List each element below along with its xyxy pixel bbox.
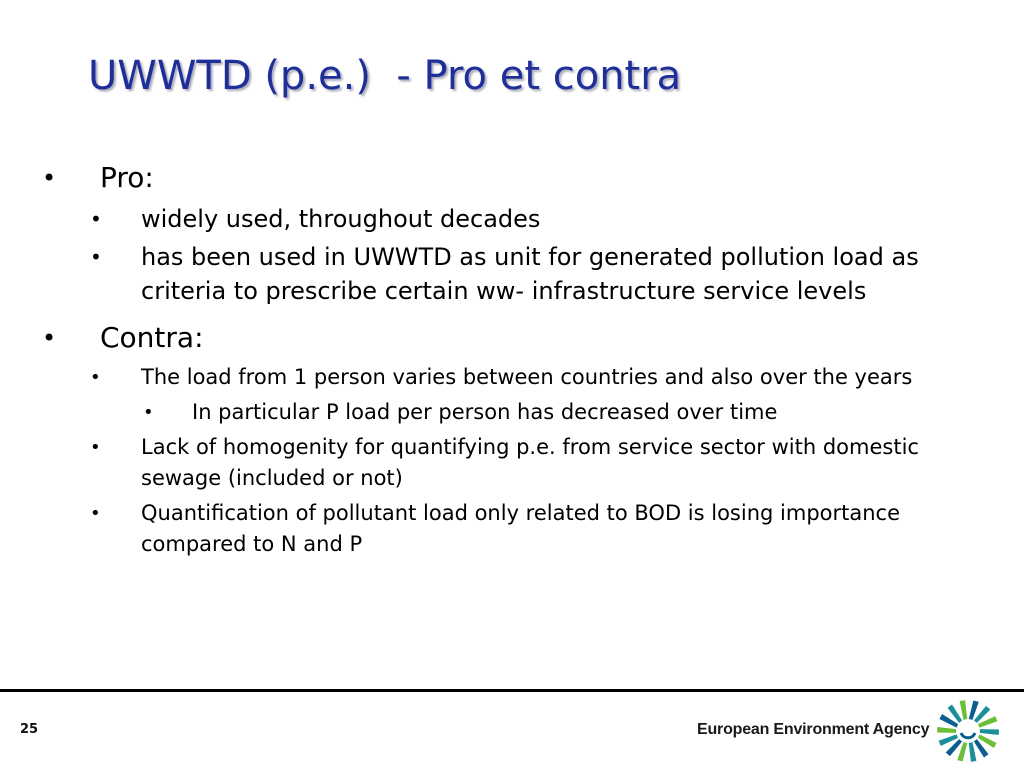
agency-name: European Environment Agency <box>697 721 930 738</box>
bullet-icon: • <box>90 437 101 458</box>
bullet-icon: • <box>90 245 102 269</box>
logo-ray <box>980 729 999 735</box>
bullet-icon: • <box>90 503 101 524</box>
slide-title: UWWTD (p.e.) - Pro et contra <box>88 53 682 99</box>
list-item-text: Quantification of pollutant load only related to BOD is losing importance compared to N and P <box>141 501 901 556</box>
logo-ray <box>960 700 968 720</box>
bullet-icon: • <box>143 402 154 423</box>
list-item <box>0 432 1024 494</box>
list-item-text: The load from 1 person varies between countries and also over the years <box>141 365 913 389</box>
list-item-text: In particular P load per person has decreased over time <box>192 400 778 424</box>
list-item <box>0 158 1024 198</box>
list-item <box>0 240 1024 308</box>
bullet-icon: • <box>42 324 57 352</box>
logo-ray <box>937 727 956 733</box>
bullet-icon: • <box>42 164 57 192</box>
list-item-text: has been used in UWWTD as unit for generated pollution load as criteria to prescribe certain ww- infrastructure service levels <box>141 243 919 305</box>
list-item-text: Lack of homogenity for quantifying p.e. from service sector with domestic sewage (included or not) <box>141 435 919 490</box>
logo-ray <box>969 742 977 762</box>
bullet-icon: • <box>90 207 102 231</box>
list-item <box>0 397 1024 428</box>
footer-divider <box>0 689 1024 692</box>
list-item <box>0 318 1024 358</box>
eea-sun-logo-icon <box>935 698 1001 764</box>
bullet-icon: • <box>90 367 101 388</box>
page-number: 25 <box>20 722 39 737</box>
list-item-text: Pro: <box>100 161 154 194</box>
list-item <box>0 498 1024 560</box>
list-item-text: Contra: <box>100 321 204 354</box>
list-item <box>0 202 1024 236</box>
list-item-text: widely used, throughout decades <box>141 205 541 233</box>
bullet-list <box>0 158 1024 564</box>
list-item <box>0 362 1024 393</box>
